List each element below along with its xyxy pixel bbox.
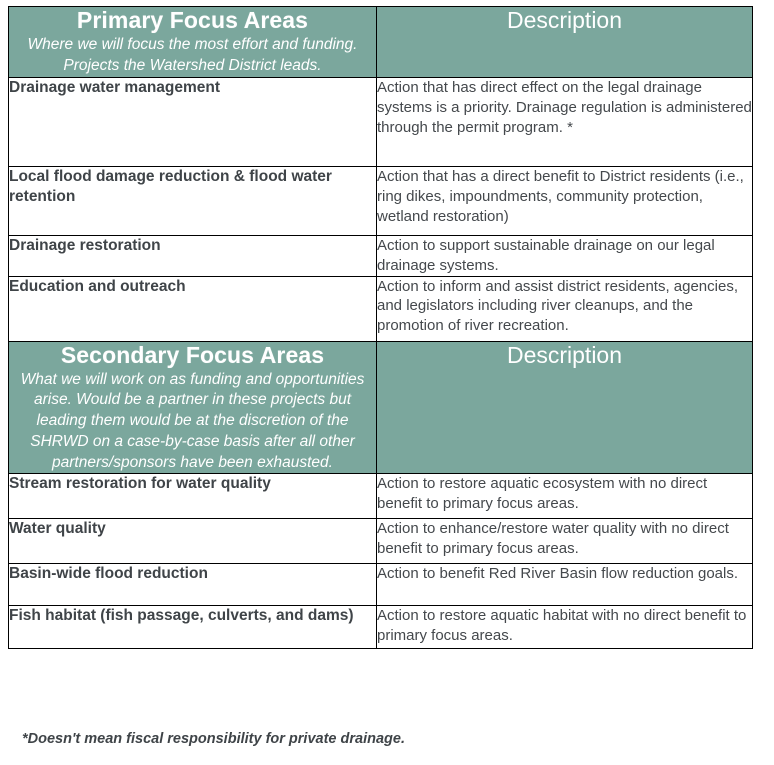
description-header-label-secondary: Description <box>506 341 623 368</box>
description-cell <box>377 564 753 606</box>
table-row <box>9 474 753 519</box>
section-header-row-secondary <box>9 341 753 474</box>
focus-area-cell <box>9 606 377 649</box>
description-text: Action to restore aquatic ecosystem with no direct benefit to primary focus areas. <box>377 475 708 513</box>
section-title-primary: Primary Focus Areas <box>76 7 309 33</box>
focus-area-label: Stream restoration for water quality <box>9 475 271 493</box>
section-header-row-primary <box>9 7 753 78</box>
focus-area-label: Local flood damage reduction & flood water retention <box>9 167 332 206</box>
description-cell <box>377 235 753 276</box>
table-row <box>9 519 753 564</box>
table-row <box>9 276 753 341</box>
description-cell <box>377 77 753 166</box>
description-header-primary <box>377 7 753 78</box>
description-text: Action to support sustainable drainage on our legal drainage systems. <box>377 236 715 274</box>
focus-area-label: Education and outreach <box>9 277 186 295</box>
focus-areas-table-wrapper <box>8 6 752 649</box>
focus-area-cell <box>9 564 377 606</box>
table-row <box>9 235 753 276</box>
description-cell <box>377 166 753 235</box>
description-cell <box>377 276 753 341</box>
focus-area-cell <box>9 519 377 564</box>
description-text: Action to benefit Red River Basin flow reduction goals. <box>377 565 739 583</box>
description-header-label-primary: Description <box>506 7 623 33</box>
focus-area-label: Drainage restoration <box>9 236 161 254</box>
focus-area-label: Water quality <box>9 520 106 538</box>
section-subtitle-secondary: What we will work on as funding and opportunities arise. Would be a partner in these projects but leading them would be at the discretion of the SHRWD on a case-by-case basis after all other partners/sponsors have been exhausted. <box>20 370 365 471</box>
section-header-secondary <box>9 341 377 474</box>
section-header-primary <box>9 7 377 78</box>
description-text: Action that has direct effect on the legal drainage systems is a priority. Drainage regulation is administered through the permit program. * <box>377 78 752 136</box>
footnote: *Doesn't mean fiscal responsibility for private drainage. <box>22 731 405 747</box>
description-text: Action to enhance/restore water quality with no direct benefit to primary focus areas. <box>377 520 729 558</box>
description-cell <box>377 474 753 519</box>
focus-area-cell <box>9 276 377 341</box>
table-row <box>9 606 753 649</box>
description-cell <box>377 606 753 649</box>
focus-area-label: Fish habitat (fish passage, culverts, and dams) <box>9 607 354 625</box>
section-title-secondary: Secondary Focus Areas <box>60 341 325 368</box>
description-text: Action that has a direct benefit to District residents (i.e., ring dikes, impoundments, community protection, wetland restoration) <box>377 167 744 225</box>
table-row <box>9 564 753 606</box>
section-subtitle-primary: Where we will focus the most effort and funding. Projects the Watershed District leads. <box>27 36 358 74</box>
focus-areas-table <box>8 6 753 649</box>
focus-area-cell <box>9 77 377 166</box>
focus-area-cell <box>9 474 377 519</box>
table-row <box>9 166 753 235</box>
description-text: Action to inform and assist district residents, agencies, and legislators including river cleanups, and the promotion of river recreation. <box>377 277 738 335</box>
focus-area-label: Drainage water management <box>9 78 221 96</box>
description-cell <box>377 519 753 564</box>
description-header-secondary <box>377 341 753 474</box>
focus-area-cell <box>9 235 377 276</box>
table-row <box>9 77 753 166</box>
focus-area-label: Basin-wide flood reduction <box>9 565 208 583</box>
description-text: Action to restore aquatic habitat with no direct benefit to primary focus areas. <box>377 607 747 645</box>
focus-area-cell <box>9 166 377 235</box>
